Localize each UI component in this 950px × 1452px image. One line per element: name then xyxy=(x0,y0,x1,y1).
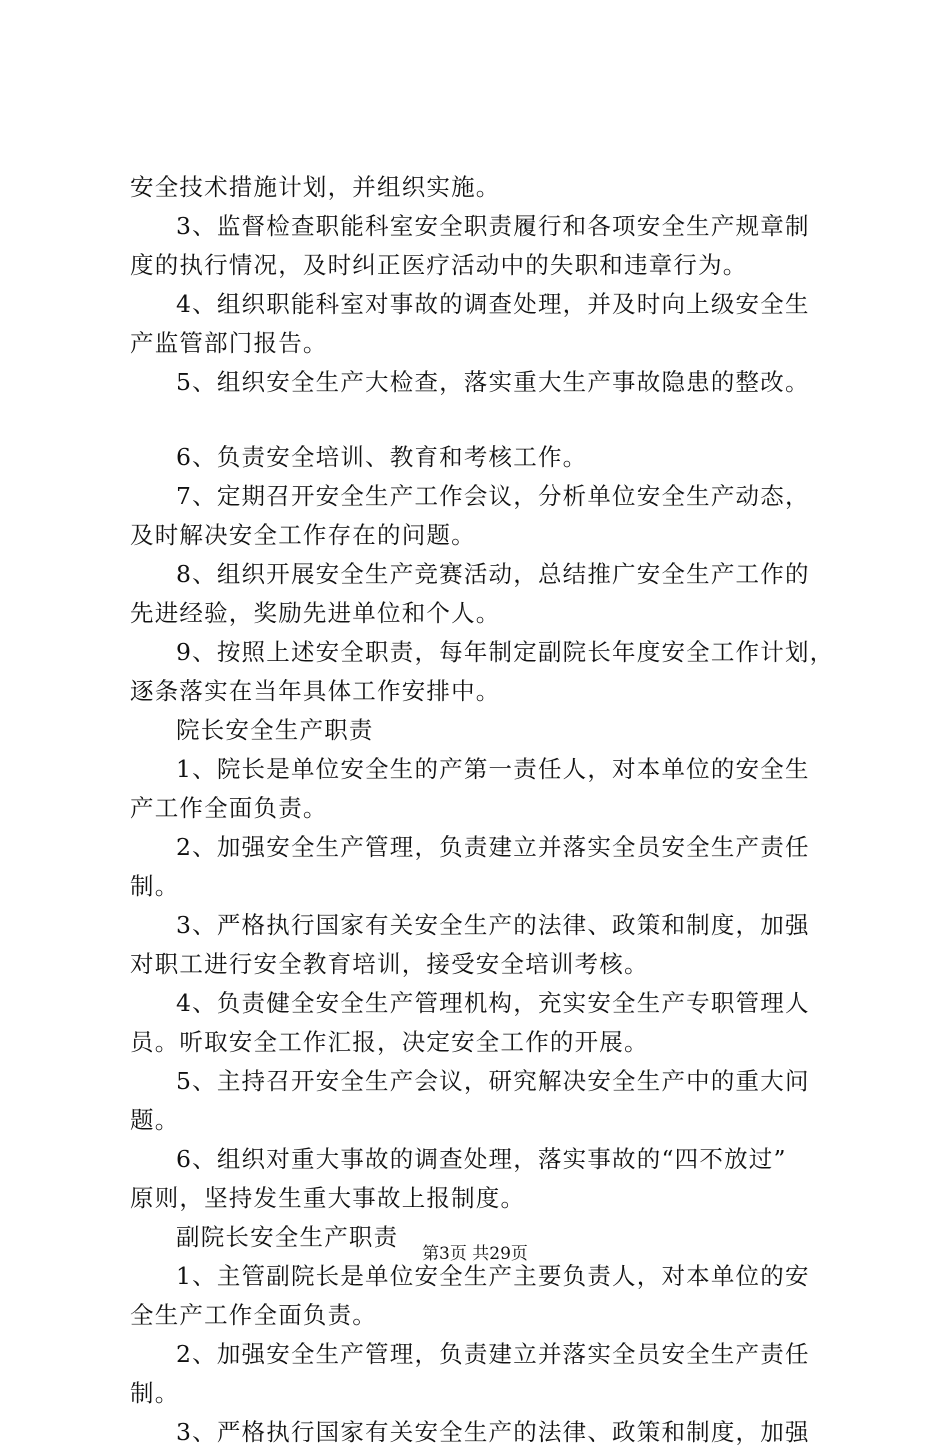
text-line: 1、院长是单位安全生的产第一责任人，对本单位的安全生 xyxy=(176,755,810,783)
text-line: 原则，坚持发生重大事故上报制度。 xyxy=(130,1184,526,1212)
text-line: 9、按照上述安全职责，每年制定副院长年度安全工作计划， xyxy=(176,638,835,666)
text-line: 8、组织开展安全生产竞赛活动，总结推广安全生产工作的 xyxy=(176,560,810,588)
text-line: 度的执行情况，及时纠正医疗活动中的失职和违章行为。 xyxy=(130,251,748,279)
text-line: 6、组织对重大事故的调查处理，落实事故的“四不放过” xyxy=(176,1145,787,1173)
text-line: 制。 xyxy=(130,1379,180,1407)
text-line: 3、监督检查职能科室安全职责履行和各项安全生产规章制 xyxy=(176,212,810,240)
text-line: 逐条落实在当年具体工作安排中。 xyxy=(130,677,501,705)
page-number-footer: 第3页 共29页 xyxy=(422,1244,528,1264)
text-line: 3、严格执行国家有关安全生产的法律、政策和制度，加强 xyxy=(176,1418,810,1446)
text-line: 4、负责健全安全生产管理机构，充实安全生产专职管理人 xyxy=(176,989,810,1017)
paragraph-gap xyxy=(130,402,830,438)
text-line: 产工作全面负责。 xyxy=(130,794,328,822)
text-line: 先进经验，奖励先进单位和个人。 xyxy=(130,599,501,627)
text-line: 对职工进行安全教育培训，接受安全培训考核。 xyxy=(130,950,649,978)
text-line: 安全技术措施计划，并组织实施。 xyxy=(130,173,501,201)
text-line: 7、定期召开安全生产工作会议，分析单位安全生产动态， xyxy=(176,482,810,510)
text-line: 员。听取安全工作汇报，决定安全工作的开展。 xyxy=(130,1028,649,1056)
text-line: 5、组织安全生产大检查，落实重大生产事故隐患的整改。 xyxy=(176,368,810,396)
text-line: 产监管部门报告。 xyxy=(130,329,328,357)
text-line: 2、加强安全生产管理，负责建立并落实全员安全生产责任 xyxy=(176,833,810,861)
text-line: 制。 xyxy=(130,872,180,900)
text-line: 全生产工作全面负责。 xyxy=(130,1301,377,1329)
text-line: 4、组织职能科室对事故的调查处理，并及时向上级安全生 xyxy=(176,290,810,318)
text-line: 6、负责安全培训、教育和考核工作。 xyxy=(176,443,588,471)
text-line: 5、主持召开安全生产会议，研究解决安全生产中的重大问 xyxy=(176,1067,810,1095)
text-line: 题。 xyxy=(130,1106,180,1134)
text-line: 3、严格执行国家有关安全生产的法律、政策和制度，加强 xyxy=(176,911,810,939)
text-line: 2、加强安全生产管理，负责建立并落实全员安全生产责任 xyxy=(176,1340,810,1368)
text-line: 及时解决安全工作存在的问题。 xyxy=(130,521,476,549)
section-heading: 院长安全生产职责 xyxy=(176,716,374,744)
section-heading: 副院长安全生产职责 xyxy=(176,1223,399,1251)
text-line: 1、主管副院长是单位安全生产主要负责人，对本单位的安 xyxy=(176,1262,810,1290)
